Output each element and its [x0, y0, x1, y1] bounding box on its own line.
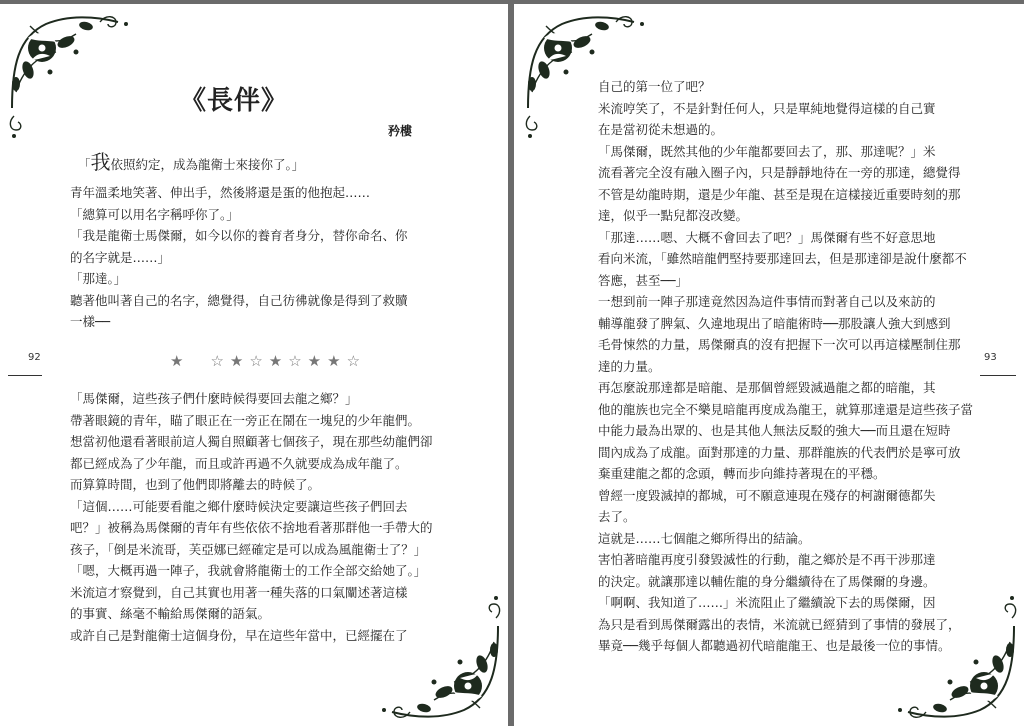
body-text-block-2: 「馬傑爾，這些孩子們什麼時候得要回去龍之鄉？」 帶著眼鏡的青年，瞄了眼正在一旁正在鬧在一塊兒的少年龍們。 想當初他還看著眼前這人獨自照顧著七個孩子，現在那些幼龍們卻 都已經成為了少年龍，而且或許再過不久就要成為成年龍了。 而算算時間，也到了他們即將離去的時候了。 「這個……可能要看龍之鄉什麼時候決定要讓這些孩子們回去 吧？」被稱為馬傑爾的青年有些依依不捨地看著那群他一手帶大的 孩子，「倒是米流哥，芙亞娜已經確定是可以成為風龍衛士了？」 「嗯，大概再過一陣子，我就會將龍衛士的工作全部交給她了。」 米流這才察覺到，自己其實也用著一種失落的口氣闡述著這樣 的事實、絲毫不輸給馬傑爾的語氣。 或許自己是對龍衛士這個身份，早在這些年當中，已經擺在了: [70, 391, 433, 643]
right-page: [514, 4, 1024, 726]
drop-cap: 我: [90, 150, 111, 174]
page-number-right: 93: [984, 352, 997, 363]
opening-line: [78, 152, 304, 176]
author-name: 矜樓: [388, 124, 413, 138]
page-number-rule-right: [980, 375, 1016, 376]
section-divider-stars: ★ ☆★☆★☆★★☆: [170, 352, 367, 370]
opening-quote-mark: 「: [78, 157, 91, 172]
left-page: [0, 4, 508, 726]
page-number-rule-left: [8, 375, 42, 376]
top-left-ornament: [6, 12, 136, 142]
page-number-left: 92: [28, 352, 41, 363]
chapter-title: 《長伴》: [180, 86, 289, 116]
body-text-block-1: 青年溫柔地笑著、伸出手，然後將還是蛋的他抱起…… 「總算可以用名字稱呼你了。」 「我是龍衛士馬傑爾，如今以你的養育者身分，替你命名、你 的名字就是……」 「那達。」 聽著他叫著自己的名字，總覺得，自己彷彿就像是得到了救贖 一樣──: [70, 185, 408, 329]
opening-line-text: 依照約定，成為龍衛士來接你了。」: [110, 157, 305, 172]
body-text-right: 自己的第一位了吧？ 米流哼笑了，不是針對任何人，只是單純地覺得這樣的自己實 在是當初從未想過的。 「馬傑爾，既然其他的少年龍都要回去了，那、那達呢？」米 流看著完全沒有融入圈子內，只是靜靜地待在一旁的那達，總覺得 不管是幼龍時期，還是少年龍、甚至是現在這樣接近重要時刻的那 達，似乎一點兒都沒改變。 「那達……嗯、大概不會回去了吧？」馬傑爾有些不好意思地 看向米流，「雖然暗龍們堅持要那達回去，但是那達卻是說什麼都不 答應，甚至──」 一想到前一陣子那達竟然因為這件事情而對著自己以及來訪的 輔導龍發了脾氣、久違地現出了暗龍術時──那股讓人強大到感到 毛骨悚然的力量，馬傑爾真的沒有把握下一次可以再這樣壓制住那 達的力量。 再怎麼說那達都是暗龍、是那個曾經毀滅過龍之都的暗龍，其 他的龍族也完全不樂見暗龍再度成為龍王，就算那達還是這些孩子當 中能力最為出眾的、也是其他人無法反駁的強大──而且還在短時 間內成為了成龍。面對那達的力量、那群龍族的代表們於是寧可放 棄重建龍之都的念頭，轉而步向維持著現在的平穩。 曾經一度毀滅掉的都城，可不願意連現在殘存的柯謝爾德都失 去了。 這就是……七個龍之鄉所得出的結論。 害怕著暗龍再度引發毀滅性的行動，龍之鄉於是不再干涉那達 的決定。就讓那達以輔佐龍的身分繼續待在了馬傑爾的身邊。 「啊啊、我知道了……」米流阻止了繼續說下去的馬傑爾，因 為只是看到馬傑爾露出的表情，米流就已經猜到了事情的發展了， 畢竟──幾乎每個人都聽過初代暗龍龍王、也是最後一位的事情。: [598, 79, 974, 653]
